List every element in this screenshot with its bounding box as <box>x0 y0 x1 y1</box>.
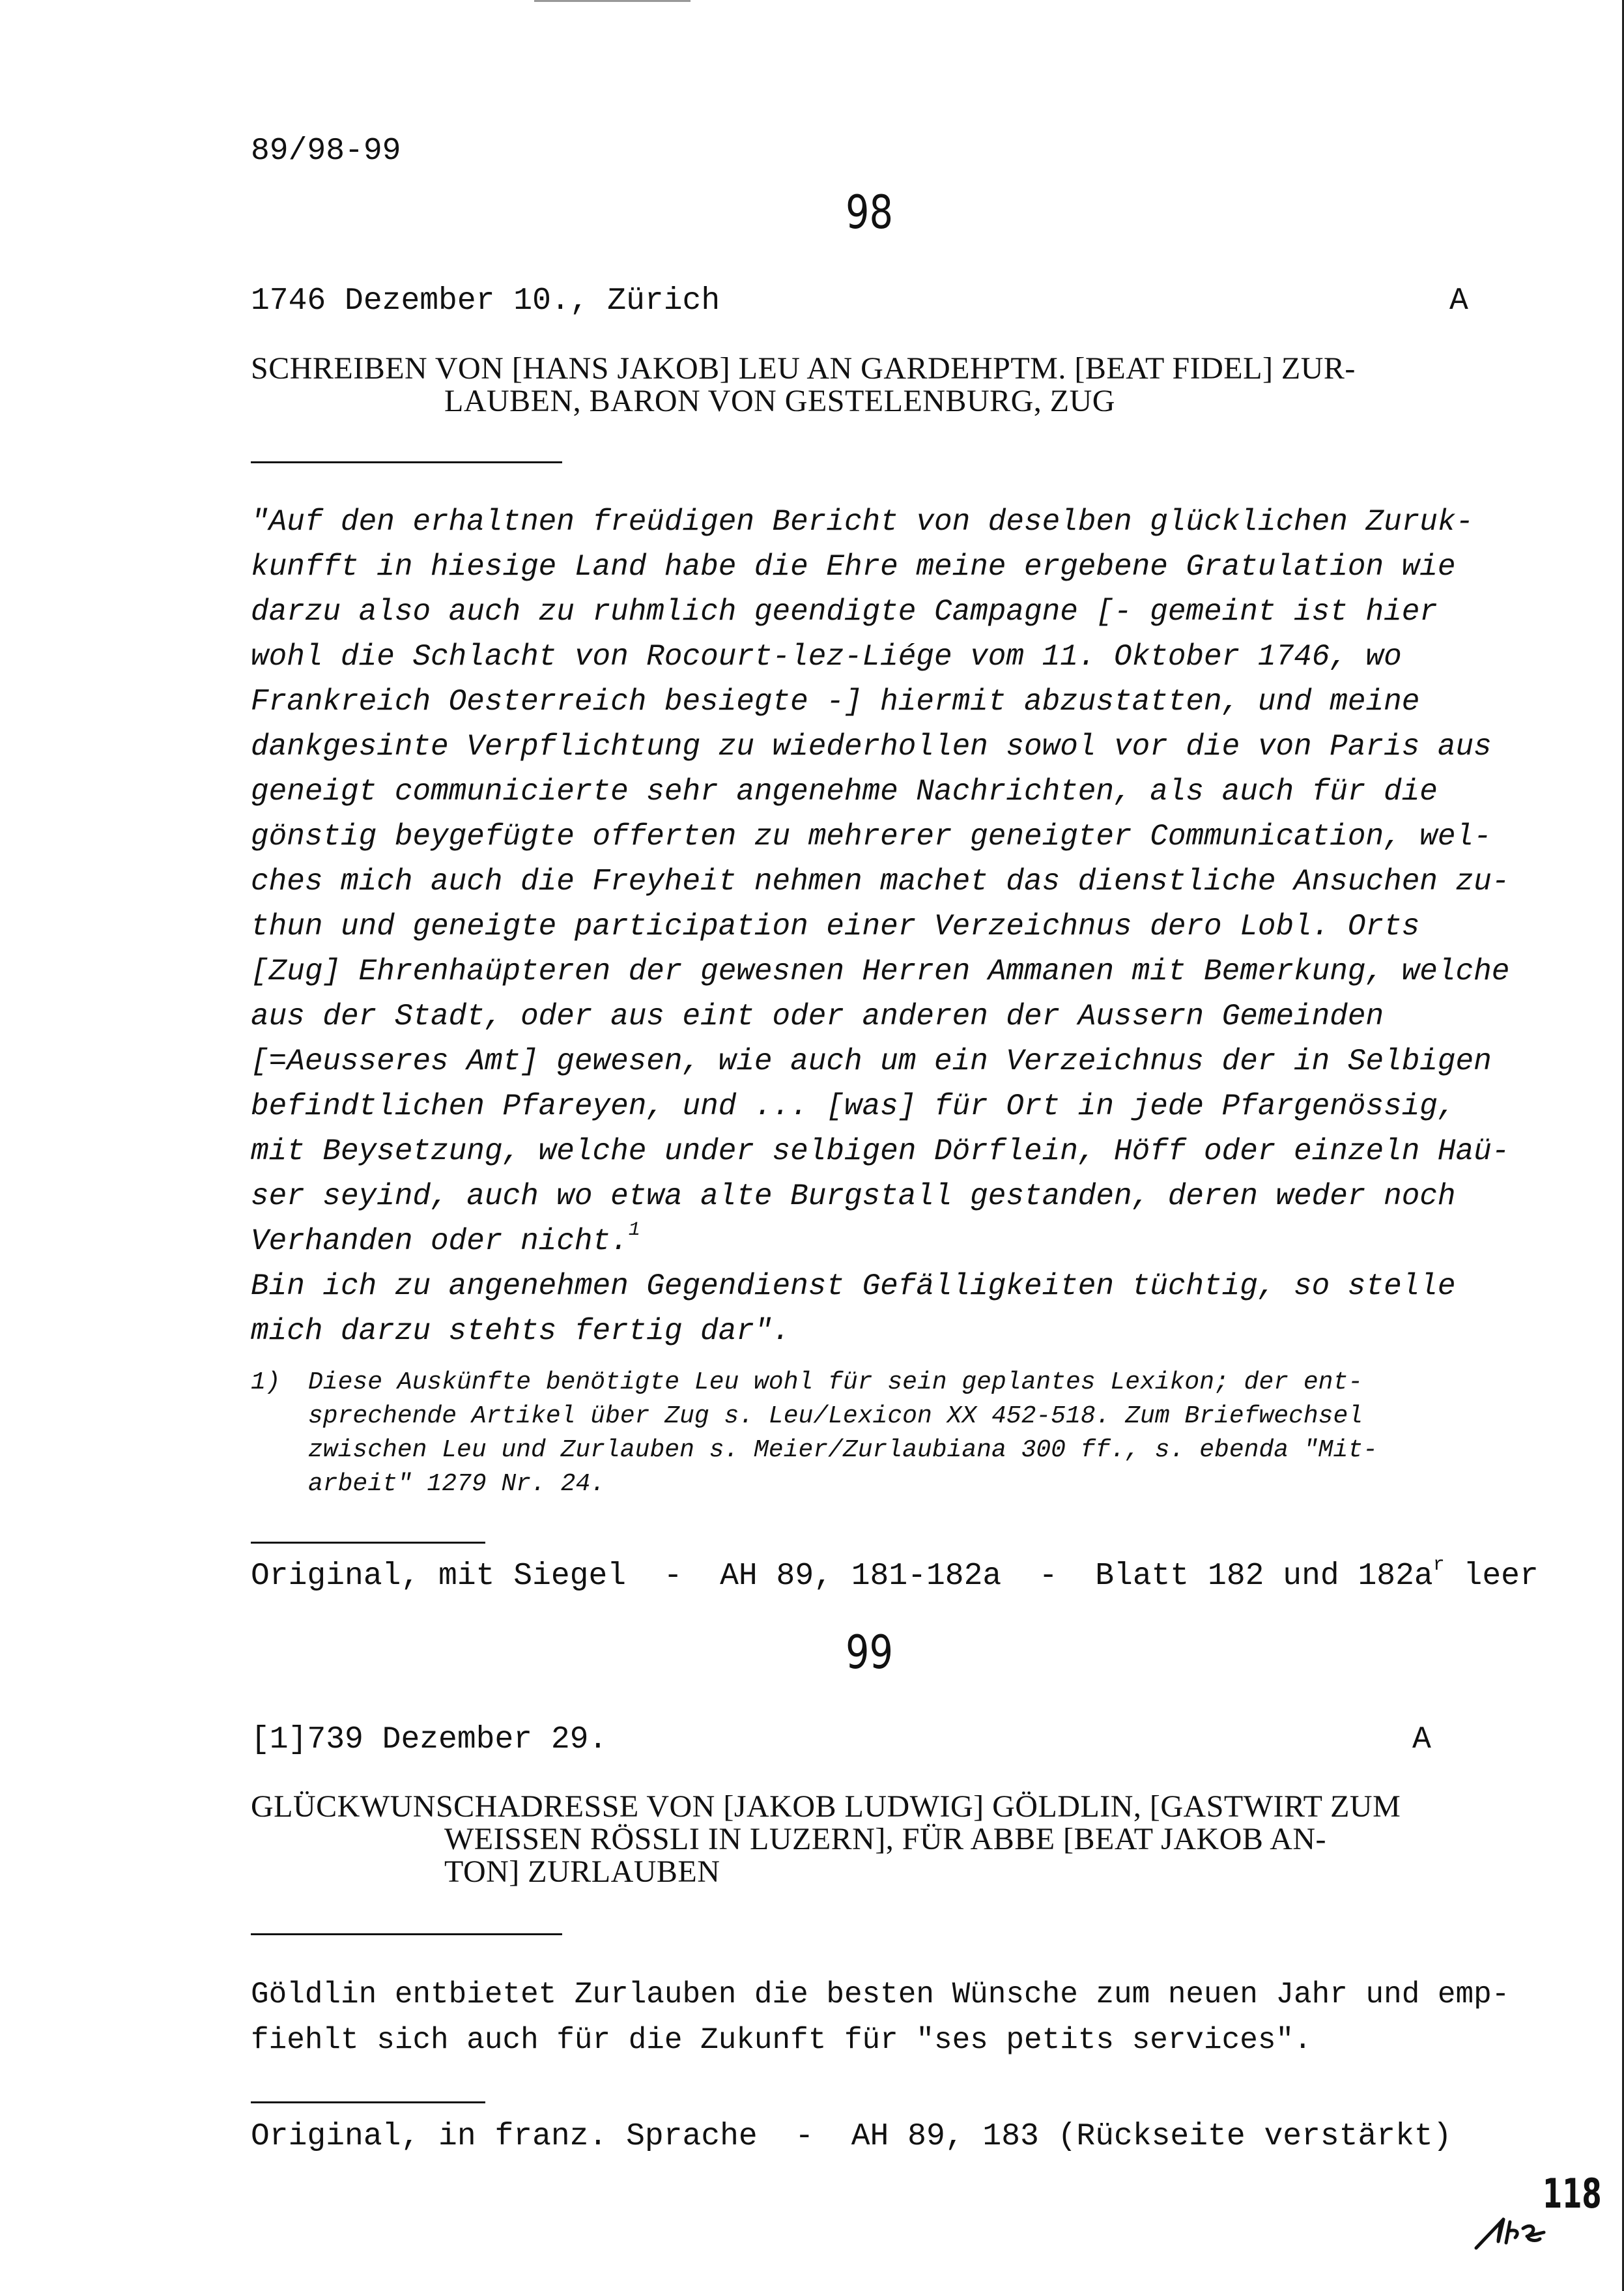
quote-line: dankgesinte Verpflichtung zu wiederhollen sowol vor die von Paris aus <box>251 730 1492 764</box>
footnote-line: Diese Auskünfte benötigte Leu wohl für sein geplantes Lexikon; der ent- <box>308 1368 1363 1396</box>
footnote-line: sprechende Artikel über Zug s. Leu/Lexicon XX 452-518. Zum Briefwechsel <box>308 1402 1363 1430</box>
quote-line: wohl die Schlacht von Rocourt-lez-Liége vom 11. Oktober 1746, wo <box>251 640 1402 674</box>
quote-line: Bin ich zu angenehmen Gegendienst Gefälligkeiten tüchtig, so stelle <box>251 1269 1456 1303</box>
quote-line <box>251 1219 640 1258</box>
quote-line: ches mich auch die Freyheit nehmen machet das dienstliche Ansuchen zu- <box>251 865 1510 899</box>
separator-rule <box>251 1933 562 1935</box>
footnote-line: zwischen Leu und Zurlauben s. Meier/Zurlaubiana 300 ff., s. ebenda "Mit- <box>308 1436 1378 1464</box>
footnote-reference: 1 <box>628 1219 640 1241</box>
entry-99-title-line-2: WEISSEN RÖSSLI IN LUZERN], FÜR ABBE [BEAT JAKOB AN- <box>444 1822 1327 1856</box>
top-edge-line <box>534 0 691 2</box>
separator-rule <box>251 2101 485 2103</box>
entry-98-title-line-2: LAUBEN, BARON VON GESTELENBURG, ZUG <box>444 384 1115 418</box>
entry-number-98: 98 <box>846 186 894 239</box>
quote-line: thun und geneigte participation einer Verzeichnus dero Lobl. Orts <box>251 910 1420 944</box>
entry-99-marker: A <box>1412 1722 1431 1757</box>
quote-line: aus der Stadt, oder aus eint oder anderen der Aussern Gemeinden <box>251 1000 1384 1033</box>
footnote-marker: 1) <box>251 1368 281 1396</box>
entry-number-99: 99 <box>846 1626 894 1679</box>
footnote-line: arbeit" 1279 Nr. 24. <box>308 1470 606 1498</box>
source-superscript: r <box>1432 1554 1445 1576</box>
entry-99-title-line-1: GLÜCKWUNSCHADRESSE VON [JAKOB LUDWIG] GÖLDLIN, [GASTWIRT ZUM <box>251 1789 1401 1824</box>
separator-rule <box>251 461 562 463</box>
quote-line: gönstig beygefügte offerten zu mehrerer geneigter Communication, wel- <box>251 820 1492 854</box>
quote-line: befindtlichen Pfareyen, und ... [was] für Ort in jede Pfargenössig, <box>251 1089 1456 1123</box>
document-reference: 89/98-99 <box>251 134 401 169</box>
quote-line: [=Aeusseres Amt] gewesen, wie auch um ein Verzeichnus der in Selbigen <box>251 1045 1492 1078</box>
entry-99-title-line-3: TON] ZURLAUBEN <box>444 1854 720 1889</box>
quote-line: [Zug] Ehrenhaüpteren der gewesnen Herren Ammanen mit Bemerkung, welche <box>251 955 1510 988</box>
source-tail: leer <box>1444 1559 1539 1594</box>
quote-line: kunfft in hiesige Land habe die Ehre meine ergebene Gratulation wie <box>251 550 1456 584</box>
quote-line: ser seyind, auch wo etwa alte Burgstall gestanden, deren weder noch <box>251 1179 1456 1213</box>
entry-99-date: [1]739 Dezember 29. <box>251 1722 608 1757</box>
quote-line: darzu also auch zu ruhmlich geendigte Campagne [- gemeint ist hier <box>251 595 1438 629</box>
quote-line: mich darzu stehts fertig dar". <box>251 1314 791 1348</box>
quote-line: Frankreich Oesterreich besiegte -] hiermit abzustatten, und meine <box>251 685 1420 719</box>
entry-98-source <box>251 1554 1539 1594</box>
entry-98-title-line-1: SCHREIBEN VON [HANS JAKOB] LEU AN GARDEHPTM. [BEAT FIDEL] ZUR- <box>251 351 1356 386</box>
quote-line: "Auf den erhaltnen freüdigen Bericht von deselben glücklichen Zuruk- <box>251 505 1474 539</box>
page-number: 118 <box>1543 2170 1602 2217</box>
handwritten-page-mark <box>1472 2202 1557 2255</box>
entry-99-summary-line-2: fiehlt sich auch für die Zukunft für "ses petits services". <box>251 2023 1312 2057</box>
entry-98-date: 1746 Dezember 10., Zürich <box>251 283 720 319</box>
source-text: Original, mit Siegel - AH 89, 181-182a - Blatt 182 und 182a <box>251 1559 1433 1594</box>
entry-98-marker: A <box>1449 283 1468 319</box>
quote-line: geneigt communicierte sehr angenehme Nachrichten, als auch für die <box>251 775 1438 809</box>
separator-rule <box>251 1542 485 1544</box>
quote-line-text: Verhanden oder nicht. <box>251 1224 629 1258</box>
entry-99-summary-line-1: Göldlin entbietet Zurlauben die besten Wünsche zum neuen Jahr und emp- <box>251 1978 1510 2011</box>
entry-99-source: Original, in franz. Sprache - AH 89, 183 (Rückseite verstärkt) <box>251 2119 1452 2154</box>
quote-line: mit Beysetzung, welche under selbigen Dörflein, Höff oder einzeln Haü- <box>251 1134 1510 1168</box>
